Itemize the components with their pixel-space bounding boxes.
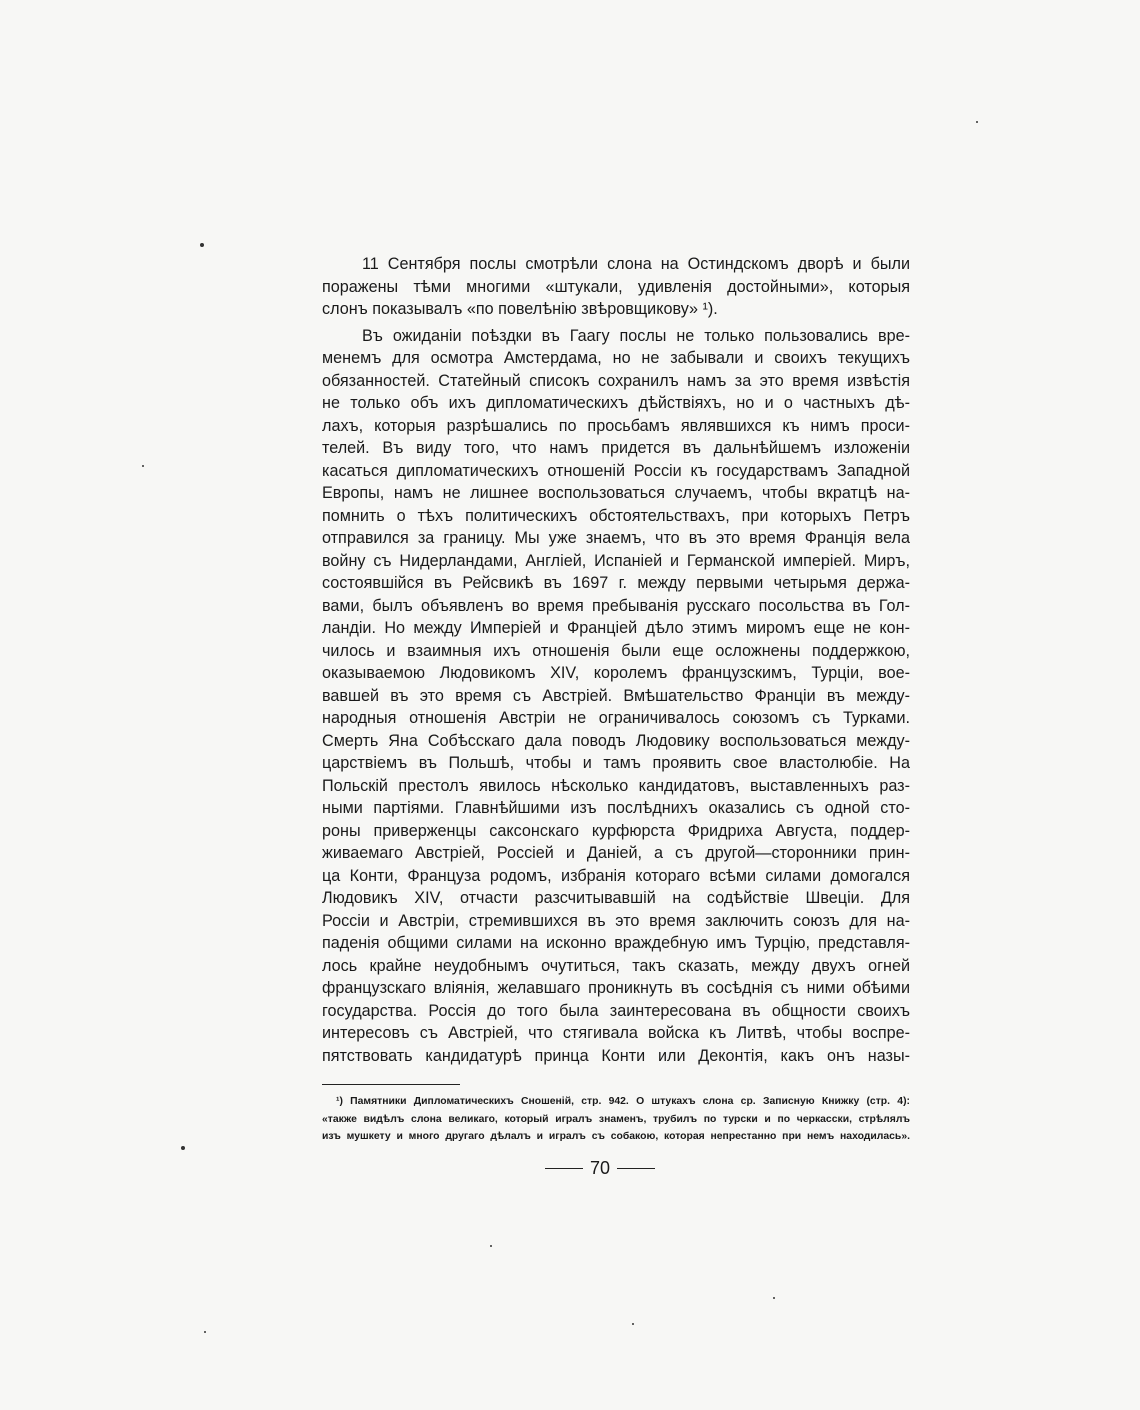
body-line: паденія общими силами на исконно враждебную имъ Турцію, представля- xyxy=(322,934,910,952)
body-line: роны приверженцы саксонскаго курфюрста Фридриха Августа, поддер- xyxy=(322,821,910,840)
body-line: французскаго вліянія, желавшаго проникнуть въ сосѣднія съ ними обѣими xyxy=(322,979,910,997)
footnotes xyxy=(322,1093,910,1146)
body-line: пятствовать кандидатурѣ принца Конти или Деконтія, какъ онъ назы- xyxy=(322,1046,910,1065)
scan-speck xyxy=(632,1323,634,1325)
body-line: оказываемою Людовикомъ XIV, королемъ французскимъ, Турціи, вое- xyxy=(322,664,910,682)
page-number xyxy=(520,1155,680,1181)
body-line: ландіи. Но между Имперіей и Франціей дѣло этимъ миромъ еще не кон- xyxy=(322,619,910,637)
body-line: не только объ ихъ дипломатическихъ дѣйствіяхъ, но и о частныхъ дѣ- xyxy=(322,394,910,412)
body-line: Европы, намъ не лишнее воспользоваться случаемъ, чтобы вкратцѣ на- xyxy=(322,484,910,502)
body-line: вавшей въ это время съ Австріей. Вмѣшательство Франціи въ между- xyxy=(322,686,910,705)
folio-dash-left xyxy=(545,1168,583,1169)
body-line: Смерть Яна Собѣсскаго дала поводъ Людовику воспользоваться между- xyxy=(322,731,910,750)
body-line: царствіемъ въ Польшѣ, чтобы и тамъ проявить свое властолюбіе. На xyxy=(322,754,910,772)
body-line: живаемаго Австріей, Россіей и Даніей, а съ другой—сторонники прин- xyxy=(322,844,910,862)
body-line: состоявшійся въ Рейсвикѣ въ 1697 г. между первыми четырьмя держа- xyxy=(322,574,910,592)
scan-speck xyxy=(204,1331,206,1333)
body-line: отправился за границу. Мы уже знаемъ, что въ это время Франція вела xyxy=(322,529,910,547)
body-line: Россіи и Австріи, стремившихся въ это время заключить союзъ для на- xyxy=(322,911,910,930)
body-line: вами, былъ объявленъ во время пребыванія русскаго посольства въ Гол- xyxy=(322,596,910,615)
folio-dash-right xyxy=(617,1168,655,1169)
body-line: поражены тѣми многими «штукали, удивленія достойными», которыя xyxy=(322,277,910,296)
body-line: народныя отношенія Австріи не ограничивалось союзомъ съ Турками. xyxy=(322,709,910,727)
scan-speck xyxy=(181,1146,185,1150)
body-text xyxy=(322,253,910,1067)
body-line: помнить о тѣхъ политическихъ обстоятельствахъ, при которыхъ Петръ xyxy=(322,506,910,525)
scan-speck xyxy=(200,243,204,247)
body-line: менемъ для осмотра Амстердама, но не забывали и своихъ текущихъ xyxy=(322,349,910,367)
body-line: Въ ожиданіи поѣздки въ Гаагу послы не только пользовались вре- xyxy=(362,326,910,345)
footnote-line: ¹) Памятники Дипломатическихъ Сношеній, стр. 942. О штукахъ слона ср. Записную Книжку (стр. 4): xyxy=(336,1096,910,1107)
scan-speck xyxy=(976,121,978,123)
body-line: лось крайне неудобнымъ очутиться, такъ сказать, между двухъ огней xyxy=(322,956,910,975)
scan-speck xyxy=(490,1245,492,1247)
body-line: ными партіями. Главнѣйшими изъ послѣднихъ оказались съ одной сто- xyxy=(322,799,910,817)
body-line: государства. Россія до того была заинтересована въ общности своихъ xyxy=(322,1001,910,1020)
body-line: лахъ, которыя разрѣшались по просьбамъ являвшихся къ нимъ проси- xyxy=(322,416,910,435)
body-line: касаться дипломатическихъ отношеній Россіи къ государствамъ Западной xyxy=(322,461,910,480)
footnote-line: «также видѣлъ слона великаго, который игралъ знаменъ, трубилъ по турски и по черкасски, стрѣлялъ xyxy=(322,1113,910,1125)
scan-speck xyxy=(773,1297,775,1299)
body-line: интересовъ съ Австріей, что стягивала войска къ Литвѣ, чтобы воспре- xyxy=(322,1024,910,1042)
body-line: чилось и взаимныя ихъ отношенія были еще осложнены поддержкою, xyxy=(322,641,910,660)
body-line: Польскій престолъ явилось нѣсколько кандидатовъ, выставленныхъ раз- xyxy=(322,776,910,795)
page-number-text: 70 xyxy=(589,1157,611,1178)
scan-speck xyxy=(142,465,144,467)
body-line: войну съ Нидерландами, Англіей, Испаніей и Германской имперіей. Миръ, xyxy=(322,551,910,570)
body-line: обязанностей. Статейный списокъ сохранилъ намъ за это время извѣстія xyxy=(322,371,910,390)
body-line: ца Конти, Француза родомъ, избранія котораго всѣми силами домогался xyxy=(322,866,910,885)
body-line: телей. Въ виду того, что намъ придется въ дальнѣйшемъ изложеніи xyxy=(322,439,910,457)
body-line: слонъ показывалъ «по повелѣнію звѣровщикову» ¹). xyxy=(322,300,718,318)
footnote-line: изъ мушкету и много другаго дѣлалъ и игралъ съ собакою, которая непрестанно при немъ находилась». xyxy=(322,1131,910,1142)
body-line: Людовикъ XIV, отчасти разсчитывавшій на содѣйствіе Швеціи. Для xyxy=(322,889,910,907)
body-line: 11 Сентября послы смотрѣли слона на Остиндскомъ дворѣ и были xyxy=(362,255,910,273)
footnote-rule xyxy=(322,1084,460,1085)
